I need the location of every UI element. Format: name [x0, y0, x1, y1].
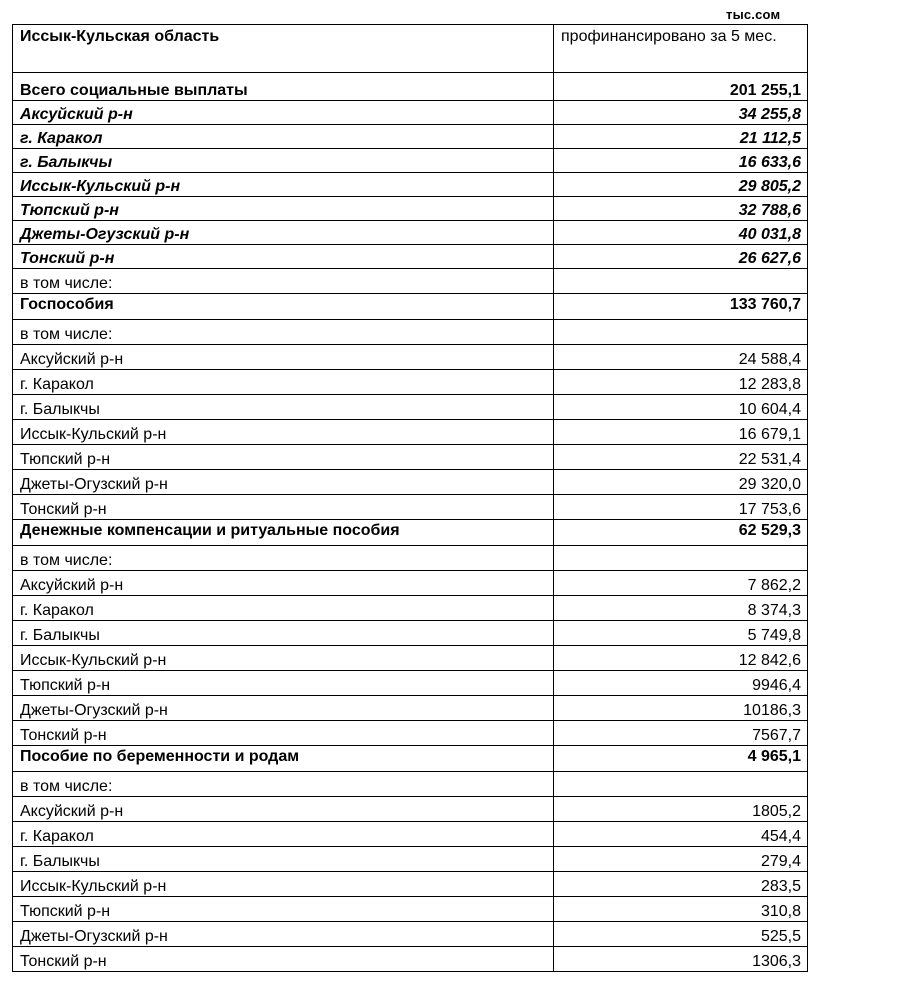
column-header: профинансировано за 5 мес. [554, 25, 808, 73]
table-row-label: Джеты-Огузский р-н [13, 922, 554, 947]
section-row-label: Денежные компенсации и ритуальные пособия [13, 520, 554, 546]
table-row-label: Тюпский р-н [13, 671, 554, 696]
district-total-row-label: Тюпский р-н [13, 197, 554, 221]
table-row [13, 671, 808, 696]
including-row-value [554, 772, 808, 797]
table-row-label: Аксуйский р-н [13, 571, 554, 596]
district-total-row [13, 245, 808, 269]
table-row [13, 696, 808, 721]
table-row-label: Аксуйский р-н [13, 345, 554, 370]
region-header: Иссык-Кульская область [13, 25, 554, 73]
district-total-row [13, 221, 808, 245]
table-row-value: 5 749,8 [554, 621, 808, 646]
table-row [13, 822, 808, 847]
table-row [13, 395, 808, 420]
district-total-row [13, 173, 808, 197]
table-row-value: 10 604,4 [554, 395, 808, 420]
section-row-value: 133 760,7 [554, 294, 808, 320]
district-total-row [13, 101, 808, 125]
table-row-value: 12 842,6 [554, 646, 808, 671]
district-total-row-label: г. Балыкчы [13, 149, 554, 173]
district-total-row-label: Аксуйский р-н [13, 101, 554, 125]
table-row [13, 596, 808, 621]
section-row-label: Госпособия [13, 294, 554, 320]
table-row [13, 872, 808, 897]
table-row-value: 7 862,2 [554, 571, 808, 596]
district-total-row-value: 21 112,5 [554, 125, 808, 149]
table-row-value: 12 283,8 [554, 370, 808, 395]
table-row-value: 7567,7 [554, 721, 808, 746]
table-row-value: 22 531,4 [554, 445, 808, 470]
table-row-label: г. Каракол [13, 596, 554, 621]
table-row-value: 8 374,3 [554, 596, 808, 621]
including-row [13, 772, 808, 797]
table-row-label: Тонский р-н [13, 495, 554, 520]
table-row [13, 897, 808, 922]
table-row [13, 721, 808, 746]
table-row-label: г. Каракол [13, 370, 554, 395]
including-row-value [554, 320, 808, 345]
table-row-label: Тюпский р-н [13, 897, 554, 922]
section-row [13, 294, 808, 320]
table-row [13, 621, 808, 646]
table-row [13, 571, 808, 596]
table-row [13, 797, 808, 822]
payments-table [12, 24, 808, 972]
including-row-value [554, 546, 808, 571]
table-row-value: 525,5 [554, 922, 808, 947]
including-row [13, 546, 808, 571]
including-row-value [554, 269, 808, 294]
district-total-row [13, 125, 808, 149]
table-row-label: Джеты-Огузский р-н [13, 696, 554, 721]
table-row-label: Тонский р-н [13, 721, 554, 746]
table-row-value: 279,4 [554, 847, 808, 872]
table-row [13, 345, 808, 370]
district-total-row-label: Тонский р-н [13, 245, 554, 269]
district-total-row-label: Иссык-Кульский р-н [13, 173, 554, 197]
table-row-label: Иссык-Кульский р-н [13, 872, 554, 897]
table-row-label: г. Балыкчы [13, 395, 554, 420]
district-total-row-value: 26 627,6 [554, 245, 808, 269]
section-row [13, 746, 808, 772]
section-row [13, 520, 808, 546]
table-row-value: 24 588,4 [554, 345, 808, 370]
table-row-value: 29 320,0 [554, 470, 808, 495]
table-row [13, 470, 808, 495]
table-row-label: Тюпский р-н [13, 445, 554, 470]
table-row-value: 1306,3 [554, 947, 808, 972]
district-total-row-value: 16 633,6 [554, 149, 808, 173]
unit-label: тыс.сом [726, 7, 781, 22]
table-row-value: 1805,2 [554, 797, 808, 822]
district-total-row-value: 40 031,8 [554, 221, 808, 245]
section-row-value: 4 965,1 [554, 746, 808, 772]
district-total-row-label: г. Каракол [13, 125, 554, 149]
table-row-label: г. Балыкчы [13, 621, 554, 646]
table-row-value: 310,8 [554, 897, 808, 922]
table-row [13, 646, 808, 671]
including-row [13, 269, 808, 294]
district-total-row [13, 197, 808, 221]
including-row-label: в том числе: [13, 546, 554, 571]
table-row-value: 283,5 [554, 872, 808, 897]
table-row-label: Иссык-Кульский р-н [13, 646, 554, 671]
table-row-value: 16 679,1 [554, 420, 808, 445]
table-row-label: Аксуйский р-н [13, 797, 554, 822]
table-row [13, 922, 808, 947]
header-row [13, 25, 808, 73]
table-row-label: Джеты-Огузский р-н [13, 470, 554, 495]
table-row-value: 10186,3 [554, 696, 808, 721]
including-row [13, 320, 808, 345]
table-row [13, 495, 808, 520]
district-total-row-value: 34 255,8 [554, 101, 808, 125]
table-row-value: 9946,4 [554, 671, 808, 696]
including-row-label: в том числе: [13, 269, 554, 294]
district-total-row-label: Джеты-Огузский р-н [13, 221, 554, 245]
total-row [13, 73, 808, 101]
total-label: Всего социальные выплаты [13, 73, 554, 101]
table-row-label: г. Каракол [13, 822, 554, 847]
table-row-label: Иссык-Кульский р-н [13, 420, 554, 445]
table-row [13, 370, 808, 395]
table-body [13, 25, 808, 972]
section-row-value: 62 529,3 [554, 520, 808, 546]
including-row-label: в том числе: [13, 320, 554, 345]
table-row-label: Тонский р-н [13, 947, 554, 972]
table-row-value: 17 753,6 [554, 495, 808, 520]
section-row-label: Пособие по беременности и родам [13, 746, 554, 772]
table-row-label: г. Балыкчы [13, 847, 554, 872]
table-row [13, 947, 808, 972]
district-total-row-value: 29 805,2 [554, 173, 808, 197]
table-row [13, 445, 808, 470]
table-row [13, 847, 808, 872]
table-row [13, 420, 808, 445]
total-value: 201 255,1 [554, 73, 808, 101]
district-total-row-value: 32 788,6 [554, 197, 808, 221]
district-total-row [13, 149, 808, 173]
table-row-value: 454,4 [554, 822, 808, 847]
including-row-label: в том числе: [13, 772, 554, 797]
